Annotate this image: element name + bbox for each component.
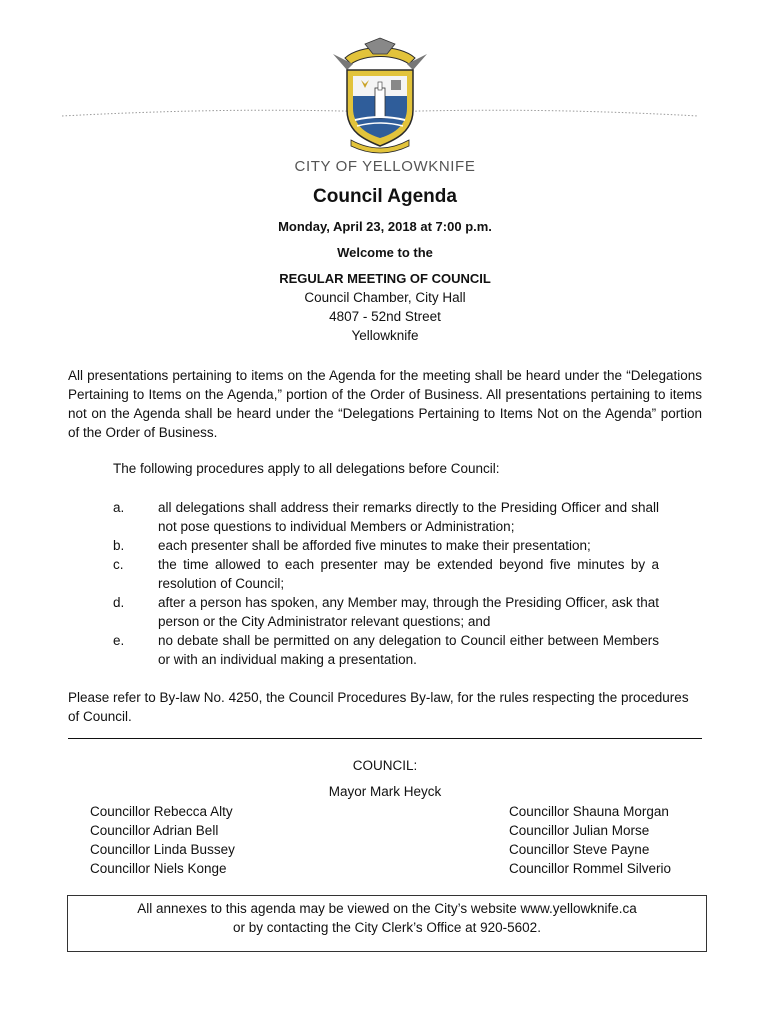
list-marker: d. — [113, 595, 125, 610]
city-crest-logo — [325, 36, 435, 156]
councillor-name: Councillor Rommel Silverio — [509, 861, 672, 876]
councillors-left-column — [90, 802, 235, 878]
list-item-text: each presenter shall be afforded five minutes to make their presentation; — [158, 538, 591, 553]
annex-notice-box — [67, 895, 707, 952]
page-title: Council Agenda — [313, 186, 457, 207]
location-line-2: 4807 - 52nd Street — [329, 309, 441, 324]
annex-notice-line-2: or by contacting the City Clerk’s Office at 920-5602. — [233, 920, 541, 935]
list-marker: a. — [113, 500, 125, 515]
annex-notice-line-1: All annexes to this agenda may be viewed on the City’s website www.yellowknife.ca — [137, 901, 637, 916]
councillor-name: Councillor Rebecca Alty — [90, 804, 233, 819]
councillors-right-column — [509, 802, 671, 878]
list-item-text: after a person has spoken, any Member may, through the Presiding Officer, ask that person or the City Administrator relevant questions; and — [158, 595, 659, 629]
location-line-3: Yellowknife — [351, 328, 419, 343]
councillor-name: Councillor Shauna Morgan — [509, 804, 669, 819]
mayor-name: Mayor Mark Heyck — [328, 784, 442, 799]
welcome-text: Welcome to the — [337, 245, 433, 260]
intro-paragraph: All presentations pertaining to items on the Agenda for the meeting shall be heard under the “Delegations Pertaining to Items on the Agenda,” portion of the Order of Business. All presentations pertaining to items not on the Agenda shall be heard under the “Delegations Pertaining to Items Not on the Agenda” portion of the Order of Business. — [68, 368, 702, 440]
council-heading: COUNCIL: — [352, 758, 418, 773]
city-name-header: CITY OF YELLOWKNIFE — [294, 158, 476, 175]
councillor-name: Councillor Steve Payne — [509, 842, 650, 857]
location-line-1: Council Chamber, City Hall — [304, 290, 466, 305]
procedures-intro: The following procedures apply to all delegations before Council: — [113, 461, 500, 476]
list-item — [113, 536, 659, 555]
bylaw-note: Please refer to By-law No. 4250, the Council Procedures By-law, for the rules respecting the procedures of Council. — [68, 690, 689, 724]
meeting-date-time: Monday, April 23, 2018 at 7:00 p.m. — [278, 219, 492, 234]
list-item-text: all delegations shall address their remarks directly to the Presiding Officer and shall not pose questions to individual Members or Administration; — [158, 500, 659, 534]
councillor-name: Councillor Niels Konge — [90, 861, 227, 876]
list-item — [113, 555, 659, 593]
list-marker: b. — [113, 538, 125, 553]
horizontal-divider — [68, 738, 702, 739]
list-marker: e. — [113, 633, 125, 648]
list-item-text: no debate shall be permitted on any delegation to Council either between Members or with an individual making a presentation. — [158, 633, 659, 667]
councillor-name: Councillor Julian Morse — [509, 823, 650, 838]
list-item-text: the time allowed to each presenter may be extended beyond five minutes by a resolution of Council; — [158, 557, 659, 591]
meeting-name: REGULAR MEETING OF COUNCIL — [279, 271, 491, 286]
councillor-name: Councillor Adrian Bell — [90, 823, 219, 838]
list-item — [113, 498, 659, 536]
procedures-list — [113, 498, 659, 669]
list-marker: c. — [113, 557, 124, 572]
list-item — [113, 593, 659, 631]
list-item — [113, 631, 659, 669]
councillor-name: Councillor Linda Bussey — [90, 842, 235, 857]
